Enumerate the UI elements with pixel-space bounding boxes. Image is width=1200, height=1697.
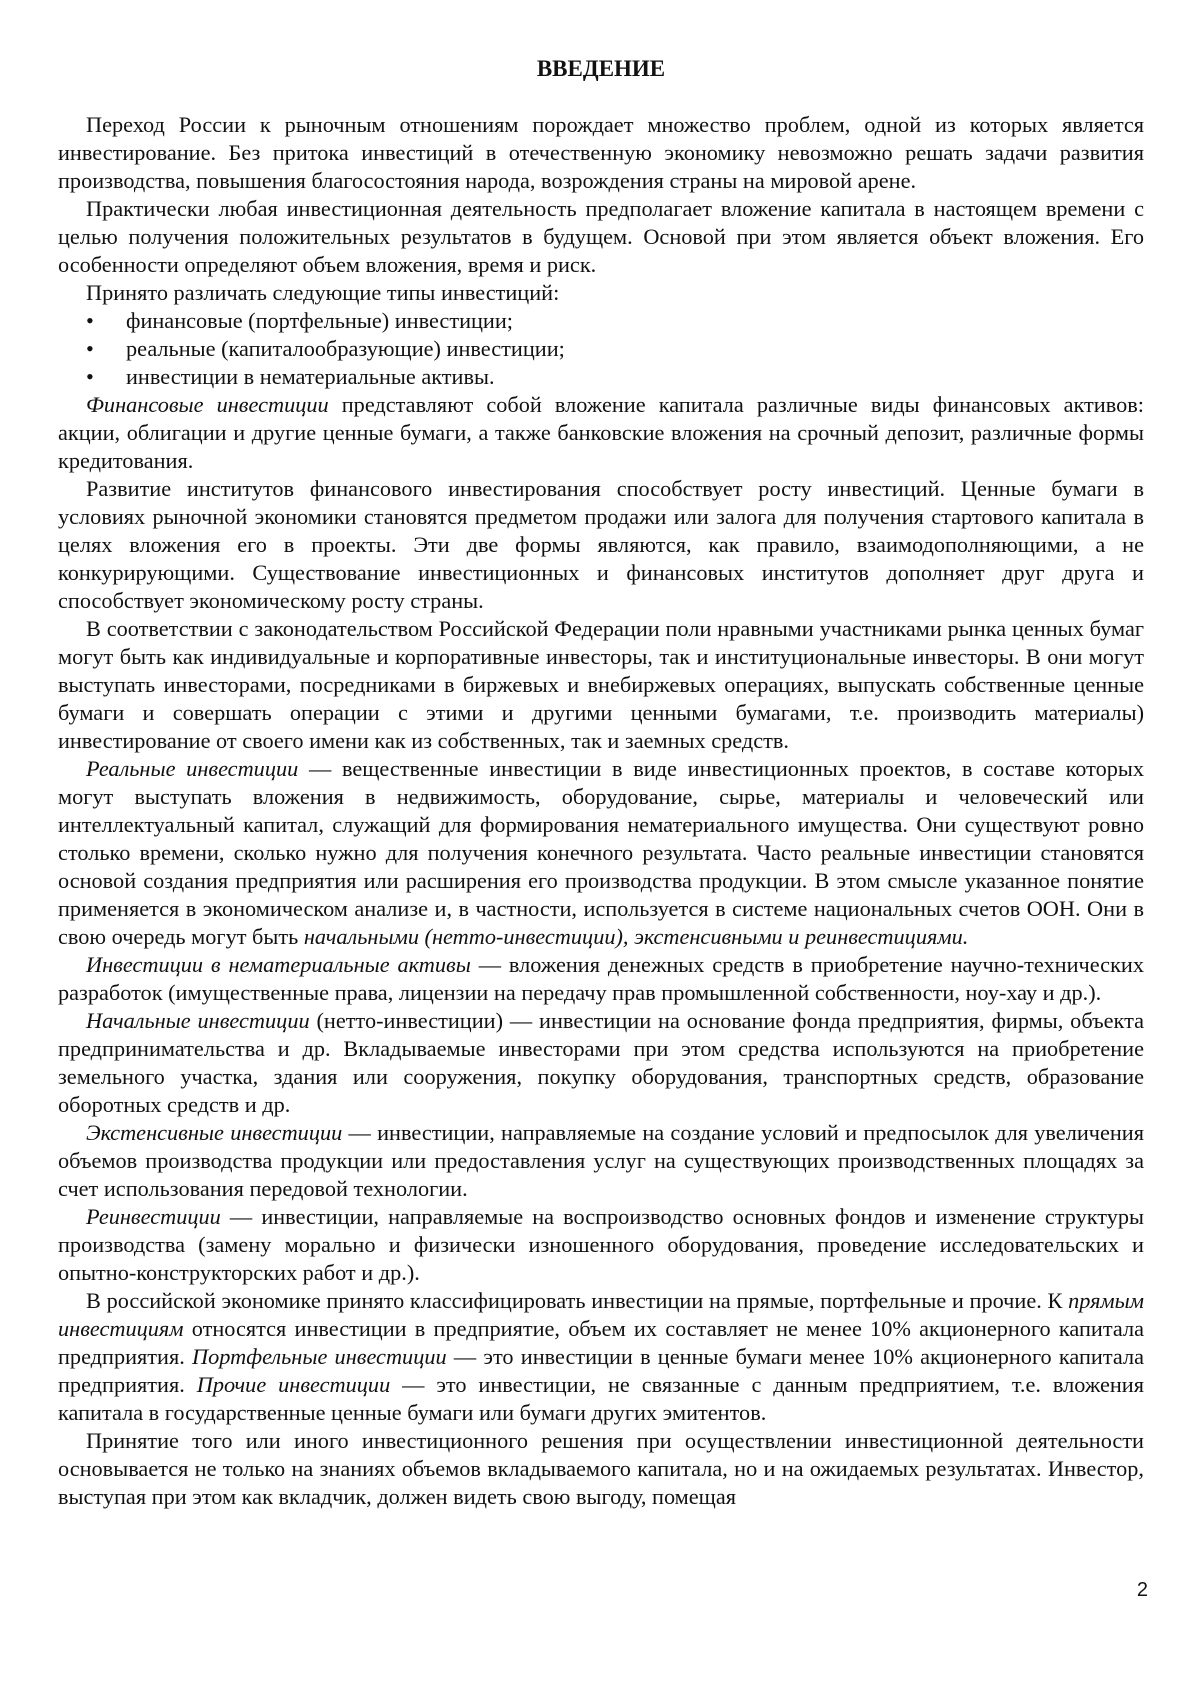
- term-direct-investments: прямым инвестициям: [58, 1288, 1144, 1341]
- page-number: 2: [1136, 1579, 1148, 1601]
- paragraph-text: — это инвестиции, не связанные с данным предприятием, т.е. вложения капитала в государственные ценные бумаги или бумаги других эмитентов.: [58, 1372, 1144, 1425]
- paragraph-text: — вложения денежных средств в приобретение научно-технических разработок (имущественные права, лицензии на передачу прав промышленной собственности, ноу-хау и др.).: [58, 952, 1144, 1005]
- paragraph-text: — это инвестиции в ценные бумаги менее 10% акционерного капитала предприятия.: [58, 1344, 1144, 1397]
- list-item: [58, 335, 1144, 363]
- page-title: ВВЕДЕНИЕ: [536, 56, 666, 81]
- list-item-text: финансовые (портфельные) инвестиции;: [126, 308, 513, 333]
- term-investment-kinds: начальными (нетто-инвестиции), экстенсивными и реинвестициями.: [303, 924, 969, 949]
- paragraph-intro: Переход России к рыночным отношениям порождает множество проблем, одной из которых является инвестирование. Без притока инвестиций в отечественную экономику невозможно решать задачи развития производства, повышения благосостояния народа, возрождения страны на мировой арене.: [58, 112, 1144, 193]
- paragraph-text: относятся инвестиции в предприятие, объем их составляет не менее 10% акционерного капитала предприятия.: [58, 1316, 1144, 1369]
- term-financial-investments: Финансовые инвестиции: [86, 392, 329, 417]
- document-body: [58, 55, 1144, 1511]
- term-extensive-investments: Экстенсивные инвестиции: [86, 1120, 343, 1145]
- term-initial-investments: Начальные инвестиции: [86, 1008, 310, 1033]
- paragraph-text: представляют собой вложение капитала различные виды финансовых активов: акции, облигации и другие ценные бумаги, а также банковские вложения на срочный депозит, различные формы кредитования.: [58, 392, 1144, 473]
- paragraph-text: (нетто-инвестиции) — инвестиции на основание фонда предприятия, фирмы, объекта предпринимательства и др. Вкладываемые инвесторами при этом средства используются на приобретение земельного участка, здания или сооружения, покупку оборудования, транспортных средств, образование оборотных средств и др.: [58, 1008, 1144, 1117]
- list-item-text: реальные (капиталообразующие) инвестиции;: [126, 336, 565, 361]
- term-reinvestments: Реинвестиции: [86, 1204, 221, 1229]
- paragraph-text: В российской экономике принято классифицировать инвестиции на прямые, портфельные и прочие. К: [86, 1288, 1069, 1313]
- paragraph-initial-investments: [58, 1007, 1144, 1119]
- paragraph-extensive-investments: [58, 1119, 1144, 1203]
- paragraph-financial-institutions: Развитие институтов финансового инвестирования способствует росту инвестиций. Ценные бумаги в условиях рыночной экономики становятся предметом продажи или залога для получения стартового капитала в целях вложения его в проекты. Эти две формы являются, как правило, взаимодополняющими, а не конкурирующими. Существование инвестиционных и финансовых институтов дополняет друг друга и способствует экономическому росту страны.: [58, 476, 1144, 613]
- list-item: [58, 307, 1144, 335]
- term-other-investments: Прочие инвестиции: [196, 1372, 391, 1397]
- paragraph-intangible-investments: [58, 951, 1144, 1007]
- paragraph-investment-decision: Принятие того или иного инвестиционного решения при осуществлении инвестиционной деятельности основывается не только на знаниях объемов вкладываемого капитала, но и на ожидаемых результатах. Инвестор, выступая при этом как вкладчик, должен видеть свою выгоду, помещая: [58, 1428, 1144, 1509]
- term-real-investments: Реальные инвестиции: [86, 756, 299, 781]
- paragraph-text: — вещественные инвестиции в виде инвестиционных проектов, в составе которых могут выступать вложения в недвижимость, оборудование, сырье, материалы и человеческий или интеллектуальный капитал, служащий для формирования нематериального имущества. Они существуют ровно столько времени, сколько нужно для получения конечного результата. Часто реальные инвестиции становятся основой создания предприятия или расширения его производства продукции. В этом смысле указанное понятие применяется в экономическом анализе и, в частности, используется в системе национальных счетов ООН. Они в свою очередь могут быть: [58, 756, 1144, 949]
- paragraph-legislation: В соответствии с законодательством Российской Федерации поли нравными участниками рынка ценных бумаг могут быть как индивидуальные и корпоративные инвесторы, так и институциональные инвесторы. В они могут выступать инвесторами, посредниками в биржевых и внебиржевых операциях, выпускать собственные ценные бумаги и совершать операции с этими и другими ценными бумагами, т.е. производить материалы) инвестирование от своего имени как из собственных, так и заемных средств.: [58, 616, 1144, 753]
- paragraph-text: — инвестиции, направляемые на создание условий и предпосылок для увеличения объемов производства продукции или предоставления услуг на существующих производственных площадях за счет использования передовой технологии.: [58, 1120, 1144, 1201]
- bullet-icon: •: [86, 336, 94, 361]
- bullet-icon: •: [86, 308, 94, 333]
- term-portfolio-investments: Портфельные инвестиции: [192, 1344, 447, 1369]
- paragraph-investment-types-intro: Принято различать следующие типы инвестиций:: [86, 280, 560, 305]
- list-item: [58, 363, 1144, 391]
- paragraph-classification: [58, 1287, 1144, 1427]
- paragraph-real-investments: [58, 755, 1144, 951]
- bullet-icon: •: [86, 364, 94, 389]
- list-item-text: инвестиции в нематериальные активы.: [126, 364, 495, 389]
- term-intangible-investments: Инвестиции в нематериальные активы: [86, 952, 471, 977]
- paragraph-text: — инвестиции, направляемые на воспроизводство основных фондов и изменение структуры производства (замену морально и физически изношенного оборудования, проведение исследовательских и опытно-конструкторских работ и др.).: [58, 1204, 1144, 1285]
- paragraph-financial-investments: [58, 391, 1144, 475]
- paragraph-reinvestments: [58, 1203, 1144, 1287]
- paragraph-investment-activity: Практически любая инвестиционная деятельность предполагает вложение капитала в настоящем времени с целью получения положительных результатов в будущем. Основой при этом является объект вложения. Его особенности определяют объем вложения, время и риск.: [58, 196, 1144, 277]
- investment-types-list: [58, 307, 1144, 391]
